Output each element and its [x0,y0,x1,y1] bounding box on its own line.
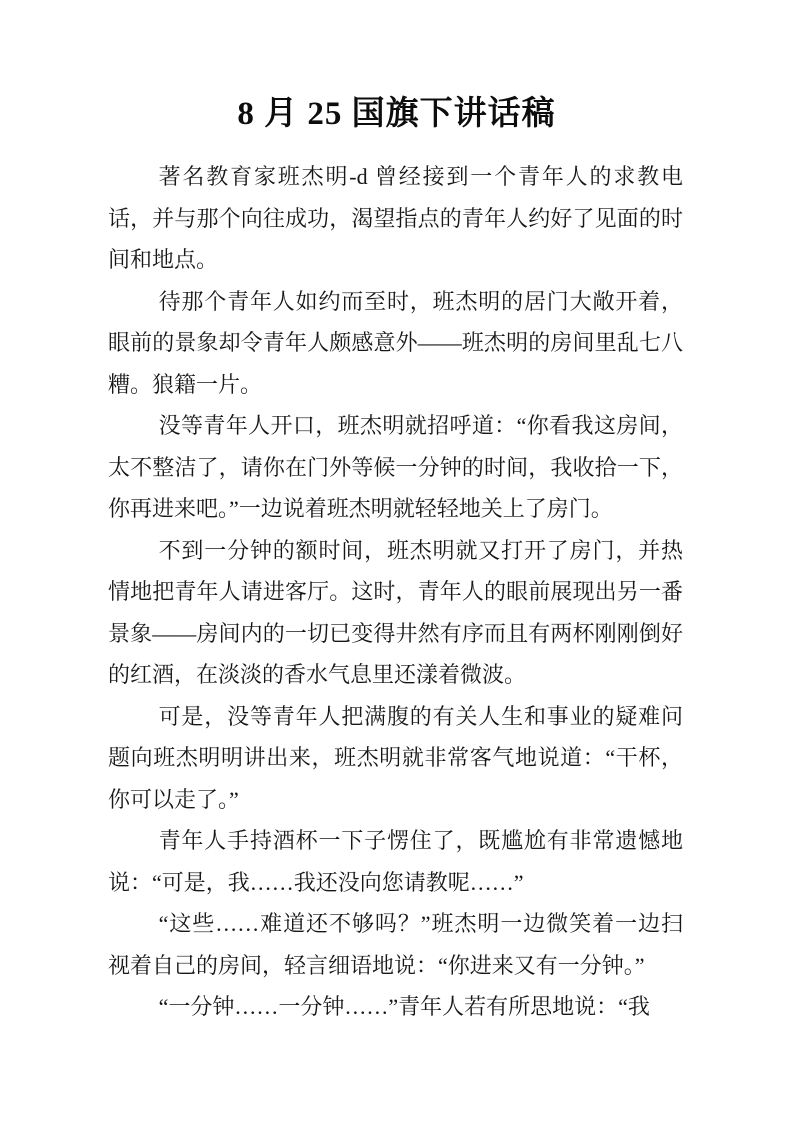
document-title: 8 月 25 国旗下讲话稿 [237,96,556,132]
paragraph-8: “一分钟……一分钟……”青年人若有所思地说：“我 [158,994,650,1019]
document-body [108,156,683,1028]
paragraph-6: 青年人手持酒杯一下子愣住了，既尴尬有非常遗憾地说：“可是，我……我还没向您请教呢……” [108,828,683,895]
paragraph-1: 著名教育家班杰明-d 曾经接到一个青年人的求教电话，并与那个向往成功，渴望指点的青年人约好了见面的时间和地点。 [108,164,683,272]
paragraph-7: “这些……难道还不够吗？”班杰明一边微笑着一边扫视着自己的房间，轻言细语地说：“你进来又有一分钟。” [108,911,683,978]
paragraph-3: 没等青年人开口，班杰明就招呼道：“你看我这房间，太不整洁了，请你在门外等候一分钟的时间，我收拾一下，你再进来吧。”一边说着班杰明就轻轻地关上了房门。 [108,413,683,521]
paragraph-2: 待那个青年人如约而至时，班杰明的居门大敞开着，眼前的景象却令青年人颇感意外——班杰明的房间里乱七八糟。狼籍一片。 [108,288,683,397]
paragraph-5: 可是，没等青年人把满腹的有关人生和事业的疑难问题向班杰明明讲出来，班杰明就非常客气地说道：“干杯，你可以走了。” [108,703,683,812]
paragraph-4: 不到一分钟的额时间，班杰明就又打开了房门，并热情地把青年人请进客厅。这时，青年人的眼前展现出另一番景象——房间内的一切已变得井然有序而且有两杯刚刚倒好的红酒，在淡淡的香水气息里还漾着微波。 [108,537,683,687]
